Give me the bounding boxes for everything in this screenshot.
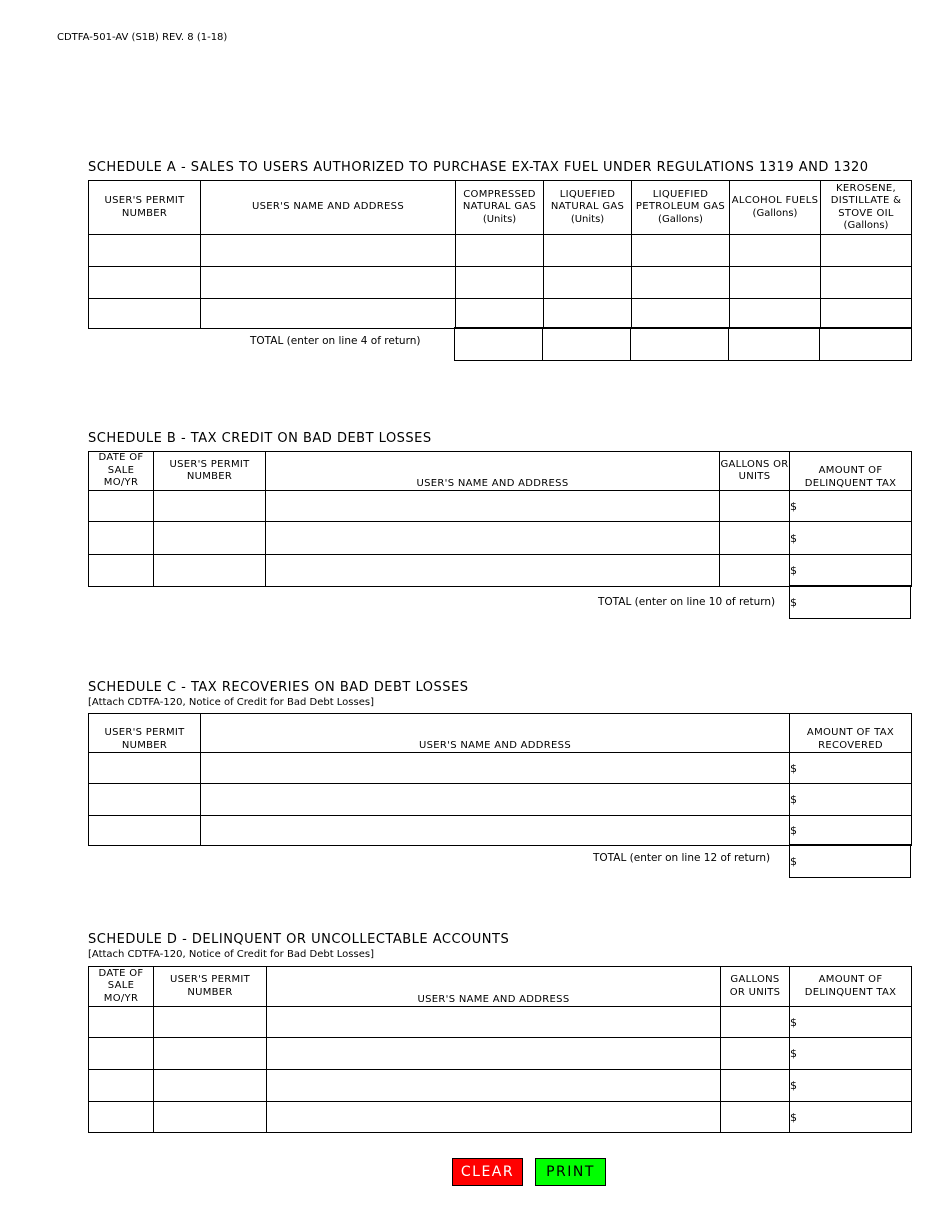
name-address-field[interactable]	[266, 555, 720, 587]
amount-field[interactable]: $	[790, 555, 912, 587]
gallons-field[interactable]	[721, 1007, 790, 1038]
schedule-c-table	[88, 713, 912, 846]
form-id: CDTFA-501-AV (S1B) REV. 8 (1-18)	[57, 32, 228, 43]
permit-field[interactable]	[89, 299, 201, 329]
permit-field[interactable]	[89, 267, 201, 299]
col-header-alcohol: ALCOHOL FUELS (Gallons)	[730, 181, 821, 235]
permit-field[interactable]	[154, 491, 266, 522]
schedule-c-subtitle: [Attach CDTFA-120, Notice of Credit for Bad Debt Losses]	[88, 697, 374, 708]
total-amount-field[interactable]: $	[790, 586, 911, 619]
total-lng-field[interactable]	[543, 328, 631, 361]
col-header-name: USER'S NAME AND ADDRESS	[201, 181, 456, 235]
table-row	[89, 267, 912, 299]
schedule-a-total-row	[454, 327, 912, 361]
lpg-field[interactable]	[632, 235, 730, 267]
permit-field[interactable]	[154, 1102, 267, 1133]
alcohol-field[interactable]	[730, 299, 821, 329]
amount-field[interactable]: $	[790, 1102, 912, 1133]
date-field[interactable]	[89, 1007, 154, 1038]
amount-field[interactable]: $	[790, 784, 912, 816]
schedule-a-title: SCHEDULE A - SALES TO USERS AUTHORIZED TO PURCHASE EX-TAX FUEL UNDER REGULATIONS 1319 AND 1320	[88, 160, 869, 175]
col-header-lng: LIQUEFIED NATURAL GAS (Units)	[544, 181, 632, 235]
amount-field[interactable]: $	[790, 1007, 912, 1038]
col-header-permit: USER'S PERMIT NUMBER	[154, 452, 266, 491]
permit-field[interactable]	[89, 753, 201, 784]
date-field[interactable]	[89, 522, 154, 555]
table-row	[89, 522, 912, 555]
col-header-permit: USER'S PERMIT NUMBER	[89, 714, 201, 753]
lpg-field[interactable]	[632, 299, 730, 329]
name-address-field[interactable]	[266, 491, 720, 522]
col-header-permit: USER'S PERMIT NUMBER	[89, 181, 201, 235]
kerosene-field[interactable]	[821, 299, 912, 329]
name-address-field[interactable]	[201, 299, 456, 329]
alcohol-field[interactable]	[730, 235, 821, 267]
date-field[interactable]	[89, 1038, 154, 1070]
alcohol-field[interactable]	[730, 267, 821, 299]
schedule-b-total-label: TOTAL (enter on line 10 of return)	[598, 596, 776, 608]
total-cng-field[interactable]	[455, 328, 543, 361]
name-address-field[interactable]	[201, 753, 790, 784]
table-row	[89, 1038, 912, 1070]
schedule-a-table	[88, 180, 912, 329]
name-address-field[interactable]	[201, 267, 456, 299]
table-row	[89, 816, 912, 846]
gallons-field[interactable]	[720, 555, 790, 587]
name-address-field[interactable]	[201, 816, 790, 846]
amount-field[interactable]: $	[790, 491, 912, 522]
kerosene-field[interactable]	[821, 235, 912, 267]
permit-field[interactable]	[154, 1007, 267, 1038]
lng-field[interactable]	[544, 299, 632, 329]
amount-field[interactable]: $	[790, 816, 912, 846]
schedule-b-table	[88, 451, 912, 587]
schedule-d-subtitle: [Attach CDTFA-120, Notice of Credit for Bad Debt Losses]	[88, 949, 374, 960]
permit-field[interactable]	[89, 235, 201, 267]
name-address-field[interactable]	[201, 235, 456, 267]
lng-field[interactable]	[544, 267, 632, 299]
table-row	[89, 784, 912, 816]
schedule-b-total-row	[789, 585, 911, 619]
schedule-c-total-row	[789, 844, 911, 878]
col-header-gallons: GALLONS OR UNITS	[720, 452, 790, 491]
col-header-date: DATE OF SALE MO/YR	[89, 452, 154, 491]
name-address-field[interactable]	[267, 1070, 721, 1102]
col-header-date: DATE OF SALE MO/YR	[89, 967, 154, 1007]
total-alcohol-field[interactable]	[729, 328, 820, 361]
gallons-field[interactable]	[721, 1038, 790, 1070]
table-row	[89, 491, 912, 522]
permit-field[interactable]	[154, 555, 266, 587]
total-lpg-field[interactable]	[631, 328, 729, 361]
permit-field[interactable]	[154, 522, 266, 555]
table-row	[89, 753, 912, 784]
name-address-field[interactable]	[201, 784, 790, 816]
name-address-field[interactable]	[267, 1007, 721, 1038]
schedule-c-total-label: TOTAL (enter on line 12 of return)	[593, 852, 771, 864]
name-address-field[interactable]	[267, 1038, 721, 1070]
permit-field[interactable]	[89, 784, 201, 816]
col-header-gallons: GALLONS OR UNITS	[721, 967, 790, 1007]
col-header-amount: AMOUNT OF DELINQUENT TAX	[790, 967, 912, 1007]
lpg-field[interactable]	[632, 267, 730, 299]
col-header-permit: USER'S PERMIT NUMBER	[154, 967, 267, 1007]
col-header-cng: COMPRESSED NATURAL GAS (Units)	[456, 181, 544, 235]
schedule-b-title: SCHEDULE B - TAX CREDIT ON BAD DEBT LOSSES	[88, 431, 432, 446]
cng-field[interactable]	[456, 299, 544, 329]
permit-field[interactable]	[89, 816, 201, 846]
date-field[interactable]	[89, 1102, 154, 1133]
amount-field[interactable]: $	[790, 522, 912, 555]
schedule-c-title: SCHEDULE C - TAX RECOVERIES ON BAD DEBT LOSSES	[88, 680, 469, 695]
date-field[interactable]	[89, 1070, 154, 1102]
table-row	[89, 1102, 912, 1133]
amount-field[interactable]: $	[790, 1070, 912, 1102]
date-field[interactable]	[89, 491, 154, 522]
gallons-field[interactable]	[721, 1102, 790, 1133]
gallons-field[interactable]	[721, 1070, 790, 1102]
table-row	[89, 1007, 912, 1038]
col-header-name: USER'S NAME AND ADDRESS	[266, 452, 720, 491]
permit-field[interactable]	[154, 1038, 267, 1070]
col-header-name: USER'S NAME AND ADDRESS	[201, 714, 790, 753]
permit-field[interactable]	[154, 1070, 267, 1102]
col-header-name: USER'S NAME AND ADDRESS	[267, 967, 721, 1007]
cng-field[interactable]	[456, 235, 544, 267]
clear-button[interactable]: CLEAR	[452, 1158, 523, 1186]
table-row	[89, 555, 912, 587]
col-header-amount: AMOUNT OF TAX RECOVERED	[790, 714, 912, 753]
lng-field[interactable]	[544, 235, 632, 267]
total-kerosene-field[interactable]	[820, 328, 912, 361]
gallons-field[interactable]	[720, 491, 790, 522]
schedule-d-title: SCHEDULE D - DELINQUENT OR UNCOLLECTABLE ACCOUNTS	[88, 932, 510, 947]
date-field[interactable]	[89, 555, 154, 587]
table-row	[89, 299, 912, 329]
col-header-amount: AMOUNT OF DELINQUENT TAX	[790, 452, 912, 491]
name-address-field[interactable]	[267, 1102, 721, 1133]
col-header-kerosene: KEROSENE, DISTILLATE & STOVE OIL (Gallons)	[821, 181, 912, 235]
name-address-field[interactable]	[266, 522, 720, 555]
cng-field[interactable]	[456, 267, 544, 299]
col-header-lpg: LIQUEFIED PETROLEUM GAS (Gallons)	[632, 181, 730, 235]
kerosene-field[interactable]	[821, 267, 912, 299]
amount-field[interactable]: $	[790, 753, 912, 784]
table-row	[89, 1070, 912, 1102]
total-amount-field[interactable]: $	[790, 845, 911, 878]
table-row	[89, 235, 912, 267]
gallons-field[interactable]	[720, 522, 790, 555]
print-button[interactable]: PRINT	[535, 1158, 606, 1186]
schedule-d-table	[88, 966, 912, 1133]
amount-field[interactable]: $	[790, 1038, 912, 1070]
schedule-a-total-label: TOTAL (enter on line 4 of return)	[250, 335, 421, 347]
